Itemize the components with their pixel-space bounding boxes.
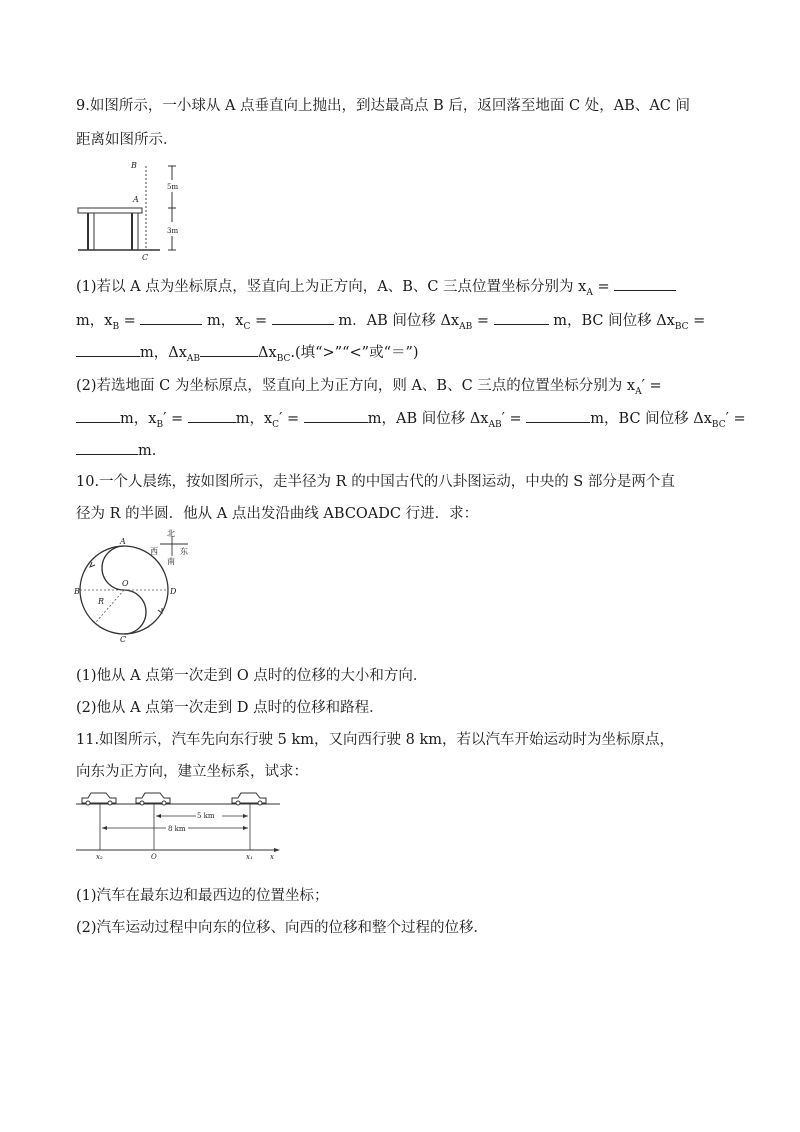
compass-north: 北 <box>167 529 175 538</box>
label-C: C <box>142 253 149 262</box>
label-8km: 8 km <box>168 825 186 833</box>
q10-part1: (1)他从 A 点第一次走到 O 点时的位移的大小和方向． <box>76 668 428 684</box>
q10-line-2: 径为 R 的半圆．他从 A 点出发沿曲线 ABCOADC 行进．求： <box>76 506 479 522</box>
label-5m: 5m <box>167 183 179 191</box>
label-x: x <box>270 853 274 861</box>
table-top <box>78 208 142 213</box>
q9-line-2: 距离如图所示． <box>76 132 178 148</box>
q10-part2: (2)他从 A 点第一次走到 D 点时的位移和路程． <box>76 700 384 716</box>
compass-east: 东 <box>180 547 188 556</box>
q11-line-2: 向东为正方向，建立坐标系，试求： <box>76 764 308 780</box>
label-x2: x₂ <box>96 853 103 861</box>
q9-part1-line1: (1)若以 A 点为坐标原点，竖直向上为正方向，A、B、C 三点位置坐标分别为 $x_A$ = <box>76 276 676 303</box>
label-B: B <box>74 587 80 596</box>
compass-west: 西 <box>150 547 158 556</box>
q9-figure <box>76 160 196 262</box>
q10-figure <box>76 530 196 642</box>
label-x1: x₁ <box>246 853 253 861</box>
answer-blank[interactable] <box>272 310 334 325</box>
car-icon <box>82 793 116 805</box>
q10-line-1: 10.一个人晨练，按如图所示，走半径为 R 的中国古代的八卦图运动，中央的 S 部分是两个直 <box>76 474 675 490</box>
car-icon <box>232 793 266 805</box>
q9-line-1: 9.如图所示，一小球从 A 点垂直向上抛出，到达最高点 B 后，返回落至地面 C 处，AB、AC 间 <box>76 98 691 114</box>
compass-south: 南 <box>167 557 175 566</box>
answer-blank[interactable] <box>76 440 138 455</box>
label-3m: 3m <box>167 227 179 235</box>
q9-part2-line3: m. <box>76 440 156 461</box>
label-A: A <box>133 195 139 204</box>
label-O: O <box>151 853 157 861</box>
answer-blank[interactable] <box>526 408 590 423</box>
label-B: B <box>131 161 137 170</box>
q11-part1: (1)汽车在最东边和最西边的位置坐标； <box>76 888 329 904</box>
answer-blank[interactable] <box>188 408 236 423</box>
label-O: O <box>122 579 129 588</box>
answer-blank[interactable] <box>140 310 202 325</box>
answer-blank[interactable] <box>304 408 368 423</box>
label-R: R <box>98 597 105 606</box>
q9-part1-line2: m，$x_B = m$，$x_C = m$．AB 间位移 $\Delta x_{AB} = m$，BC 间位移 $\Delta x_{BC}$ = <box>76 310 705 337</box>
q9-part2-line2: m，$x_B' = m$，$x_C' = m$，AB 间位移 $\Delta x_{AB}' = m$，BC 间位移 $\Delta x_{BC}'$ = <box>76 408 746 435</box>
answer-blank[interactable] <box>200 342 258 357</box>
q11-figure <box>76 786 282 860</box>
label-C: C <box>120 635 127 644</box>
q11-part2: (2)汽车运动过程中向东的位移、向西的位移和整个过程的位移． <box>76 920 489 936</box>
answer-blank[interactable] <box>76 342 140 357</box>
q9-part1-line3: m，$\Delta x_{AB}$ $\Delta x_{BC}$.(填“>”“<”或“＝”) <box>76 342 419 369</box>
answer-blank[interactable] <box>494 310 549 325</box>
label-D: D <box>170 587 177 596</box>
q11-line-1: 11.如图所示，汽车先向东行驶 5 km，又向西行驶 8 km，若以汽车开始运动时为坐标原点， <box>76 732 675 748</box>
answer-blank[interactable] <box>76 408 120 423</box>
answer-blank[interactable] <box>614 276 676 291</box>
car-icon <box>136 793 170 805</box>
label-5km: 5 km <box>197 812 215 820</box>
q9-part2-line1: (2)若选地面 C 为坐标原点，竖直向上为正方向，则 A、B、C 三点的位置坐标分别为 $x_A'$ = <box>76 378 662 397</box>
label-A: A <box>120 537 126 546</box>
